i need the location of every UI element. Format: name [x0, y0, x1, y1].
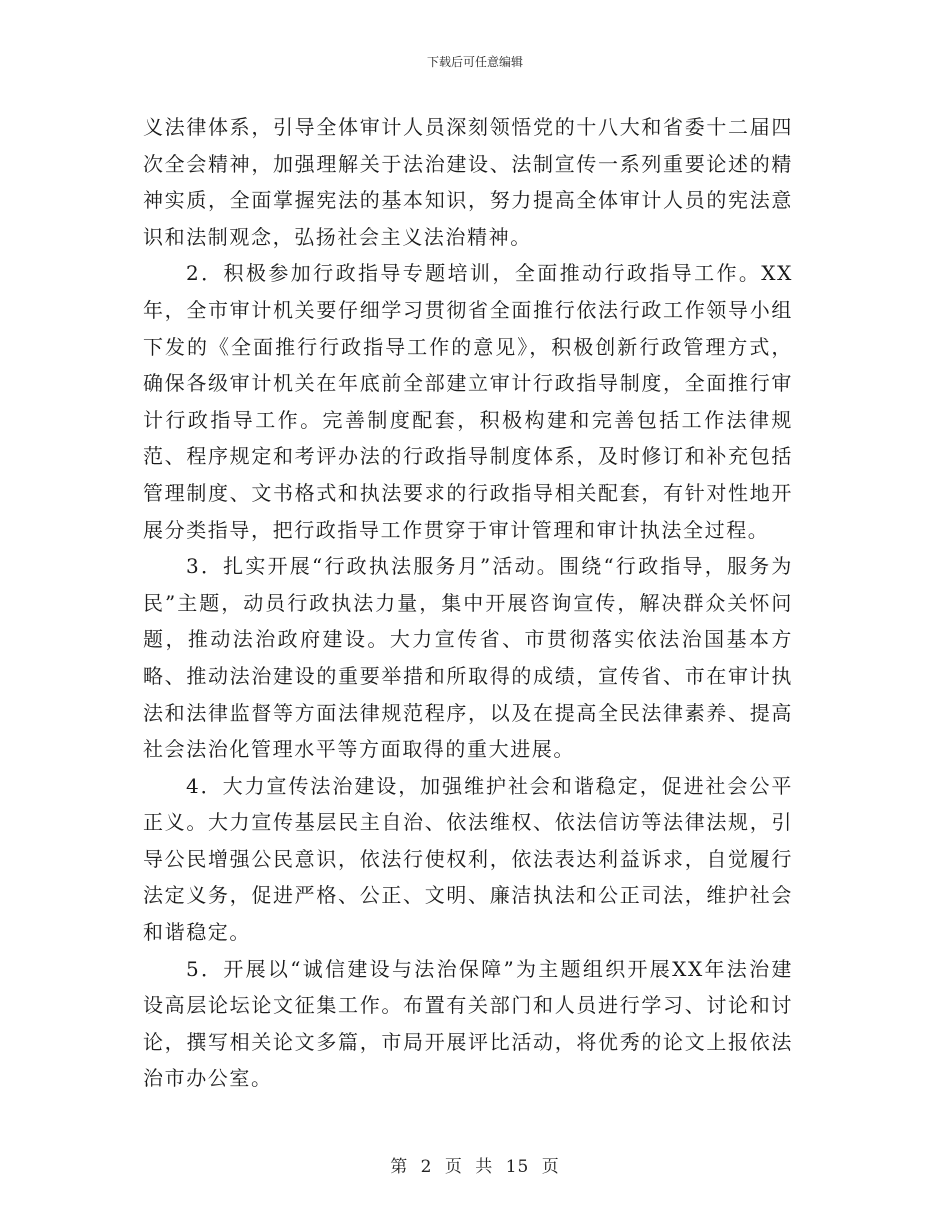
page-number-footer: 第 2 页 共 15 页 — [390, 1157, 560, 1177]
paragraph-item-3: 3．扎实开展“行政执法服务月”活动。围绕“行政指导，服务为民”主题，动员行政执法力量，集中开展咨询宣传，解决群众关怀问题，推动法治政府建设。大力宣传省、市贯彻落实依法治国基本方略、推动法治建设的重要举措和所取得的成绩，宣传省、市在审计执法和法律监督等方面法律规范程序，以及在提高全民法律素养、提高社会法治化管理水平等方面取得的重大进展。 — [143, 554, 793, 762]
paragraph-item-4: 4．大力宣传法治建设，加强维护社会和谐稳定，促进社会公平正义。大力宣传基层民主自治、依法维权、依法信访等法律法规，引导公民增强公民意识，依法行使权利，依法表达利益诉求，自觉履行法定义务，促进严格、公正、文明、廉洁执法和公正司法，维护社会和谐稳定。 — [143, 773, 793, 945]
paragraph-continuation: 义法律体系，引导全体审计人员深刻领悟党的十八大和省委十二届四次全会精神，加强理解关于法治建设、法制宣传一系列重要论述的精神实质，全面掌握宪法的基本知识，努力提高全体审计人员的宪法意识和法制观念，弘扬社会主义法治精神。 — [143, 115, 793, 249]
document-body — [143, 109, 793, 1097]
paragraph-item-5: 5．开展以“诚信建设与法治保障”为主题组织开展XX年法治建设高层论坛论文征集工作。布置有关部门和人员进行学习、讨论和讨论，撰写相关论文多篇，市局开展评比活动，将优秀的论文上报依法治市办公室。 — [143, 956, 793, 1091]
page-header: 下载后可任意编辑 — [426, 55, 523, 69]
paragraph-item-2: 2．积极参加行政指导专题培训，全面推动行政指导工作。XX年，全市审计机关要仔细学习贯彻省全面推行依法行政工作领导小组下发的《全面推行行政指导工作的意见》，积极创新行政管理方式，确保各级审计机关在年底前全部建立审计行政指导制度，全面推行审计行政指导工作。完善制度配套，积极构建和完善包括工作法律规范、程序规定和考评办法的行政指导制度体系，及时修订和补充包括管理制度、文书格式和执法要求的行政指导相关配套，有针对性地开展分类指导，把行政指导工作贯穿于审计管理和审计执法全过程。 — [143, 261, 793, 542]
